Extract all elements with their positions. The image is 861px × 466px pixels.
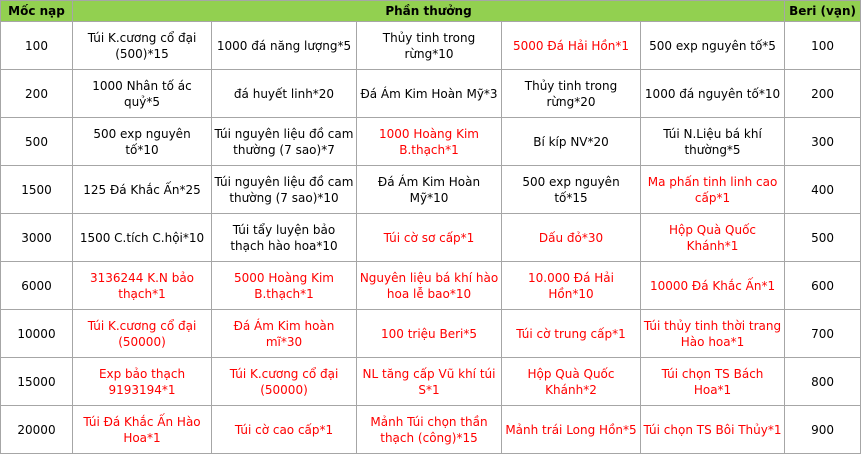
reward-cell: 1000 đá năng lượng*5 xyxy=(212,22,357,70)
reward-cell: Đá Ám Kim hoàn mĩ*30 xyxy=(212,310,357,358)
reward-cell: Ma phấn tinh linh cao cấp*1 xyxy=(641,166,785,214)
reward-cell: Thủy tinh trong rừng*10 xyxy=(357,22,502,70)
reward-cell: Túi K.cương cổ đại (50000) xyxy=(212,358,357,406)
table-row xyxy=(1,166,861,214)
reward-cell: Túi tẩy luyện bảo thạch hào hoa*10 xyxy=(212,214,357,262)
moc-nap-cell: 20000 xyxy=(1,406,73,454)
reward-cell: Đá Ám Kim Hoàn Mỹ*3 xyxy=(357,70,502,118)
table-row xyxy=(1,358,861,406)
reward-cell: Túi Đá Khắc Ấn Hào Hoa*1 xyxy=(73,406,212,454)
reward-cell: Thủy tinh trong rừng*20 xyxy=(502,70,641,118)
reward-cell: Dấu đỏ*30 xyxy=(502,214,641,262)
reward-cell: Nguyên liệu bá khí hào hoa lễ bao*10 xyxy=(357,262,502,310)
beri-cell: 700 xyxy=(785,310,861,358)
reward-cell: 500 exp nguyên tố*5 xyxy=(641,22,785,70)
reward-cell: 1000 đá nguyên tố*10 xyxy=(641,70,785,118)
reward-cell: Đá Ám Kim Hoàn Mỹ*10 xyxy=(357,166,502,214)
beri-cell: 900 xyxy=(785,406,861,454)
reward-cell: Mảnh Túi chọn thần thạch (công)*15 xyxy=(357,406,502,454)
header-phan-thuong: Phần thưởng xyxy=(73,1,785,22)
table-row xyxy=(1,22,861,70)
reward-cell: Hộp Quà Quốc Khánh*2 xyxy=(502,358,641,406)
moc-nap-cell: 500 xyxy=(1,118,73,166)
reward-cell: 3136244 K.N bảo thạch*1 xyxy=(73,262,212,310)
table-row xyxy=(1,214,861,262)
reward-cell: Túi chọn TS Bách Hoa*1 xyxy=(641,358,785,406)
moc-nap-cell: 15000 xyxy=(1,358,73,406)
reward-cell: 1500 C.tích C.hội*10 xyxy=(73,214,212,262)
beri-cell: 200 xyxy=(785,70,861,118)
beri-cell: 800 xyxy=(785,358,861,406)
reward-cell: 1000 Nhân tố ác quỷ*5 xyxy=(73,70,212,118)
beri-cell: 600 xyxy=(785,262,861,310)
reward-cell: 10.000 Đá Hải Hồn*10 xyxy=(502,262,641,310)
table-row xyxy=(1,310,861,358)
reward-cell: Bí kíp NV*20 xyxy=(502,118,641,166)
moc-nap-cell: 3000 xyxy=(1,214,73,262)
reward-cell: NL tăng cấp Vũ khí túi S*1 xyxy=(357,358,502,406)
reward-cell: Mảnh trái Long Hồn*5 xyxy=(502,406,641,454)
reward-cell: Túi thủy tinh thời trang Hào hoa*1 xyxy=(641,310,785,358)
reward-cell: 1000 Hoàng Kim B.thạch*1 xyxy=(357,118,502,166)
reward-cell: 125 Đá Khắc Ấn*25 xyxy=(73,166,212,214)
reward-cell: Túi cờ cao cấp*1 xyxy=(212,406,357,454)
moc-nap-cell: 1500 xyxy=(1,166,73,214)
reward-cell: Túi nguyên liệu đồ cam thường (7 sao)*10 xyxy=(212,166,357,214)
reward-cell: 5000 Đá Hải Hồn*1 xyxy=(502,22,641,70)
table-row xyxy=(1,70,861,118)
beri-cell: 300 xyxy=(785,118,861,166)
reward-cell: Exp bảo thạch 9193194*1 xyxy=(73,358,212,406)
table-row xyxy=(1,406,861,454)
beri-cell: 500 xyxy=(785,214,861,262)
beri-cell: 100 xyxy=(785,22,861,70)
reward-cell: Túi N.Liệu bá khí thường*5 xyxy=(641,118,785,166)
reward-cell: Túi nguyên liệu đồ cam thường (7 sao)*7 xyxy=(212,118,357,166)
reward-cell: Túi K.cương cổ đại (500)*15 xyxy=(73,22,212,70)
reward-cell: Túi cờ trung cấp*1 xyxy=(502,310,641,358)
reward-cell: 100 triệu Beri*5 xyxy=(357,310,502,358)
reward-cell: 5000 Hoàng Kim B.thạch*1 xyxy=(212,262,357,310)
reward-cell: Hộp Quà Quốc Khánh*1 xyxy=(641,214,785,262)
reward-cell: 10000 Đá Khắc Ấn*1 xyxy=(641,262,785,310)
header-beri: Beri (vạn) xyxy=(785,1,861,22)
reward-cell: 500 exp nguyên tố*15 xyxy=(502,166,641,214)
reward-cell: đá huyết linh*20 xyxy=(212,70,357,118)
reward-cell: Túi K.cương cổ đại (50000) xyxy=(73,310,212,358)
beri-cell: 400 xyxy=(785,166,861,214)
reward-cell: 500 exp nguyên tố*10 xyxy=(73,118,212,166)
table-row xyxy=(1,118,861,166)
header-moc-nap: Mốc nạp xyxy=(1,1,73,22)
reward-cell: Túi chọn TS Bôi Thủy*1 xyxy=(641,406,785,454)
moc-nap-cell: 100 xyxy=(1,22,73,70)
table-row xyxy=(1,262,861,310)
header-row xyxy=(1,1,861,22)
moc-nap-cell: 10000 xyxy=(1,310,73,358)
reward-cell: Túi cờ sơ cấp*1 xyxy=(357,214,502,262)
moc-nap-cell: 6000 xyxy=(1,262,73,310)
moc-nap-cell: 200 xyxy=(1,70,73,118)
